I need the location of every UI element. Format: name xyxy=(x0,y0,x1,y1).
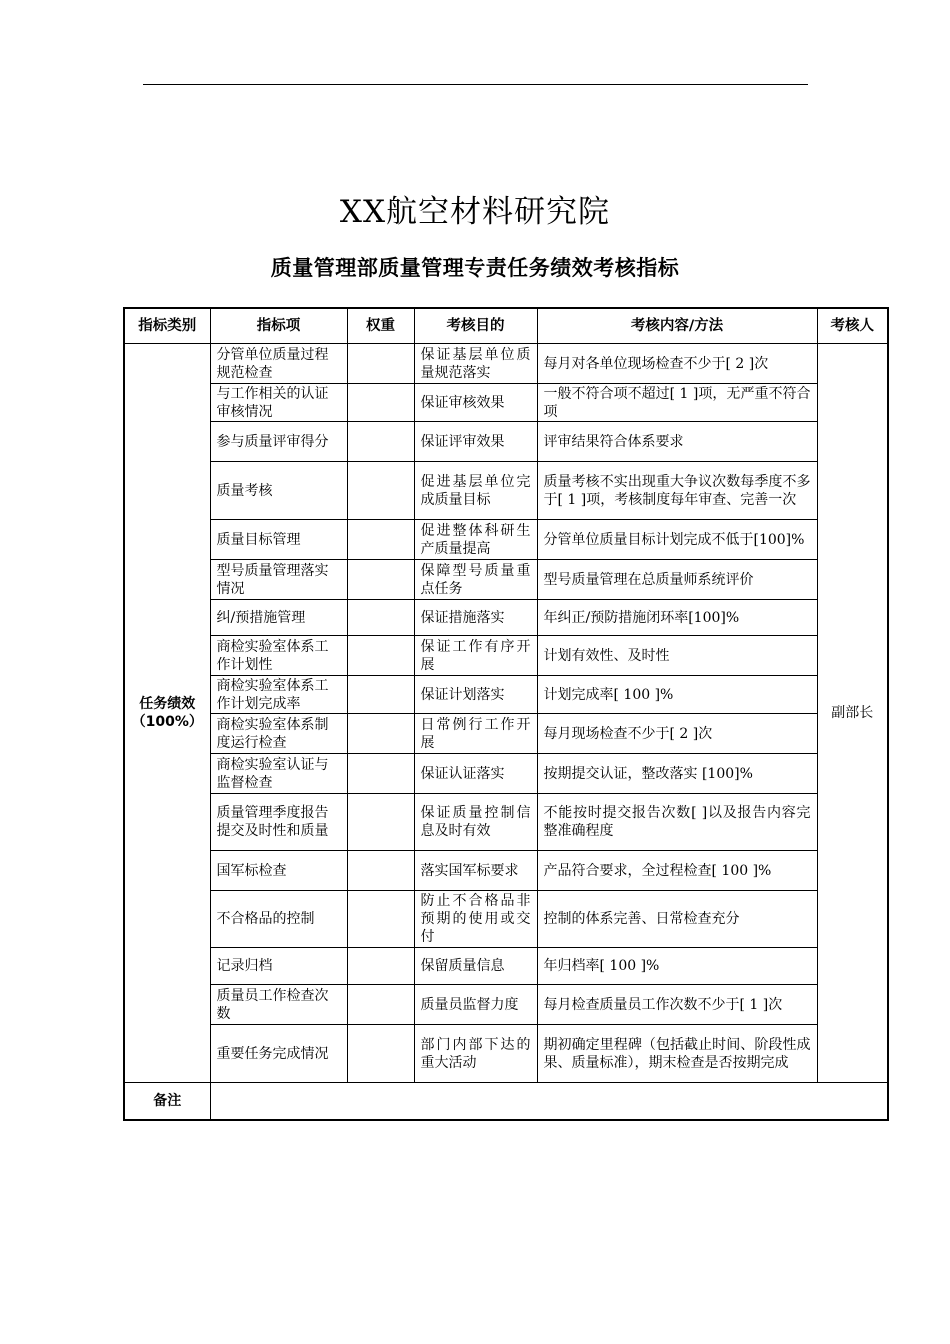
weight-cell xyxy=(347,985,414,1025)
indicator-cell: 与工作相关的认证审核情况 xyxy=(210,384,347,422)
column-header: 考核内容/方法 xyxy=(537,308,817,344)
table-row xyxy=(124,985,888,1025)
indicator-cell: 商检实验室体系工作计划完成率 xyxy=(210,676,347,714)
remark-row xyxy=(124,1083,888,1121)
indicator-cell: 国军标检查 xyxy=(210,851,347,891)
weight-cell xyxy=(347,344,414,384)
indicator-cell: 分管单位质量过程规范检查 xyxy=(210,344,347,384)
indicator-cell: 参与质量评审得分 xyxy=(210,422,347,462)
content-cell: 型号质量管理在总质量师系统评价 xyxy=(537,560,817,600)
column-header: 考核人 xyxy=(817,308,888,344)
column-header: 考核目的 xyxy=(414,308,537,344)
table-row xyxy=(124,422,888,462)
indicator-cell: 纠/预措施管理 xyxy=(210,600,347,636)
doc-title: 质量管理部质量管理专责任务绩效考核指标 xyxy=(270,256,680,280)
table-row xyxy=(124,794,888,851)
table-row xyxy=(124,520,888,560)
table-row xyxy=(124,560,888,600)
purpose-cell: 保证措施落实 xyxy=(414,600,537,636)
indicator-cell: 商检实验室体系制度运行检查 xyxy=(210,714,347,754)
category-weight: （100%） xyxy=(131,714,203,730)
indicator-cell: 质量考核 xyxy=(210,462,347,520)
weight-cell xyxy=(347,948,414,985)
indicator-cell: 商检实验室体系工作计划性 xyxy=(210,636,347,676)
purpose-cell: 保障型号质量重点任务 xyxy=(414,560,537,600)
table-row xyxy=(124,600,888,636)
kpi-table xyxy=(123,307,889,1121)
content-cell: 评审结果符合体系要求 xyxy=(537,422,817,462)
content-cell: 计划完成率[ 100 ]% xyxy=(537,676,817,714)
purpose-cell: 日常例行工作开展 xyxy=(414,714,537,754)
weight-cell xyxy=(347,676,414,714)
weight-cell xyxy=(347,462,414,520)
content-cell: 质量考核不实出现重大争议次数每季度不多于[ 1 ]项，考核制度每年审查、完善一次 xyxy=(537,462,817,520)
purpose-cell: 保证认证落实 xyxy=(414,754,537,794)
content-cell: 产品符合要求，全过程检查[ 100 ]% xyxy=(537,851,817,891)
content-cell: 年归档率[ 100 ]% xyxy=(537,948,817,985)
content-cell: 期初确定里程碑（包括截止时间、阶段性成果、质量标准），期末检查是否按期完成 xyxy=(537,1025,817,1083)
table-row xyxy=(124,384,888,422)
column-header: 指标项 xyxy=(210,308,347,344)
indicator-cell: 型号质量管理落实情况 xyxy=(210,560,347,600)
purpose-cell: 保证评审效果 xyxy=(414,422,537,462)
purpose-cell: 保证计划落实 xyxy=(414,676,537,714)
weight-cell xyxy=(347,754,414,794)
header-rule xyxy=(143,84,808,85)
purpose-cell: 保证工作有序开展 xyxy=(414,636,537,676)
table-row xyxy=(124,344,888,384)
content-cell: 按期提交认证，整改落实 [100]% xyxy=(537,754,817,794)
table-row xyxy=(124,754,888,794)
indicator-cell: 重要任务完成情况 xyxy=(210,1025,347,1083)
category-label: 任务绩效 xyxy=(139,696,196,712)
table-row xyxy=(124,851,888,891)
category-cell xyxy=(124,344,210,1083)
purpose-cell: 防止不合格品非预期的使用或交付 xyxy=(414,891,537,948)
content-cell: 每月对各单位现场检查不少于[ 2 ]次 xyxy=(537,344,817,384)
content-cell: 分管单位质量目标计划完成不低于[100]% xyxy=(537,520,817,560)
table-header-row xyxy=(124,308,888,344)
content-cell: 控制的体系完善、日常检查充分 xyxy=(537,891,817,948)
table-row xyxy=(124,1025,888,1083)
table-row xyxy=(124,676,888,714)
indicator-cell: 商检实验室认证与监督检查 xyxy=(210,754,347,794)
content-cell: 每月现场检查不少于[ 2 ]次 xyxy=(537,714,817,754)
purpose-cell: 部门内部下达的重大活动 xyxy=(414,1025,537,1083)
indicator-cell: 不合格品的控制 xyxy=(210,891,347,948)
remark-label: 备注 xyxy=(124,1083,210,1121)
weight-cell xyxy=(347,794,414,851)
weight-cell xyxy=(347,560,414,600)
purpose-cell: 质量员监督力度 xyxy=(414,985,537,1025)
weight-cell xyxy=(347,384,414,422)
purpose-cell: 促进整体科研生产质量提高 xyxy=(414,520,537,560)
weight-cell xyxy=(347,891,414,948)
org-title: XX航空材料研究院 xyxy=(339,194,611,230)
assessor-cell: 副部长 xyxy=(817,344,888,1083)
indicator-cell: 质量员工作检查次数 xyxy=(210,985,347,1025)
indicator-cell: 质量管理季度报告提交及时性和质量 xyxy=(210,794,347,851)
table-row xyxy=(124,891,888,948)
purpose-cell: 保证质量控制信息及时有效 xyxy=(414,794,537,851)
content-cell: 年纠正/预防措施闭环率[100]% xyxy=(537,600,817,636)
weight-cell xyxy=(347,714,414,754)
table-row xyxy=(124,714,888,754)
purpose-cell: 保证基层单位质量规范落实 xyxy=(414,344,537,384)
content-cell: 每月检查质量员工作次数不少于[ 1 ]次 xyxy=(537,985,817,1025)
indicator-cell: 质量目标管理 xyxy=(210,520,347,560)
column-header: 指标类别 xyxy=(124,308,210,344)
weight-cell xyxy=(347,1025,414,1083)
weight-cell xyxy=(347,600,414,636)
weight-cell xyxy=(347,636,414,676)
content-cell: 一般不符合项不超过[ 1 ]项，无严重不符合项 xyxy=(537,384,817,422)
purpose-cell: 保证审核效果 xyxy=(414,384,537,422)
table-row xyxy=(124,636,888,676)
weight-cell xyxy=(347,422,414,462)
purpose-cell: 保留质量信息 xyxy=(414,948,537,985)
table-row xyxy=(124,948,888,985)
weight-cell xyxy=(347,851,414,891)
purpose-cell: 落实国军标要求 xyxy=(414,851,537,891)
purpose-cell: 促进基层单位完成质量目标 xyxy=(414,462,537,520)
content-cell: 计划有效性、及时性 xyxy=(537,636,817,676)
table-row xyxy=(124,462,888,520)
remark-value xyxy=(210,1083,888,1121)
column-header: 权重 xyxy=(347,308,414,344)
weight-cell xyxy=(347,520,414,560)
indicator-cell: 记录归档 xyxy=(210,948,347,985)
content-cell: 不能按时提交报告次数[ ]以及报告内容完整准确程度 xyxy=(537,794,817,851)
